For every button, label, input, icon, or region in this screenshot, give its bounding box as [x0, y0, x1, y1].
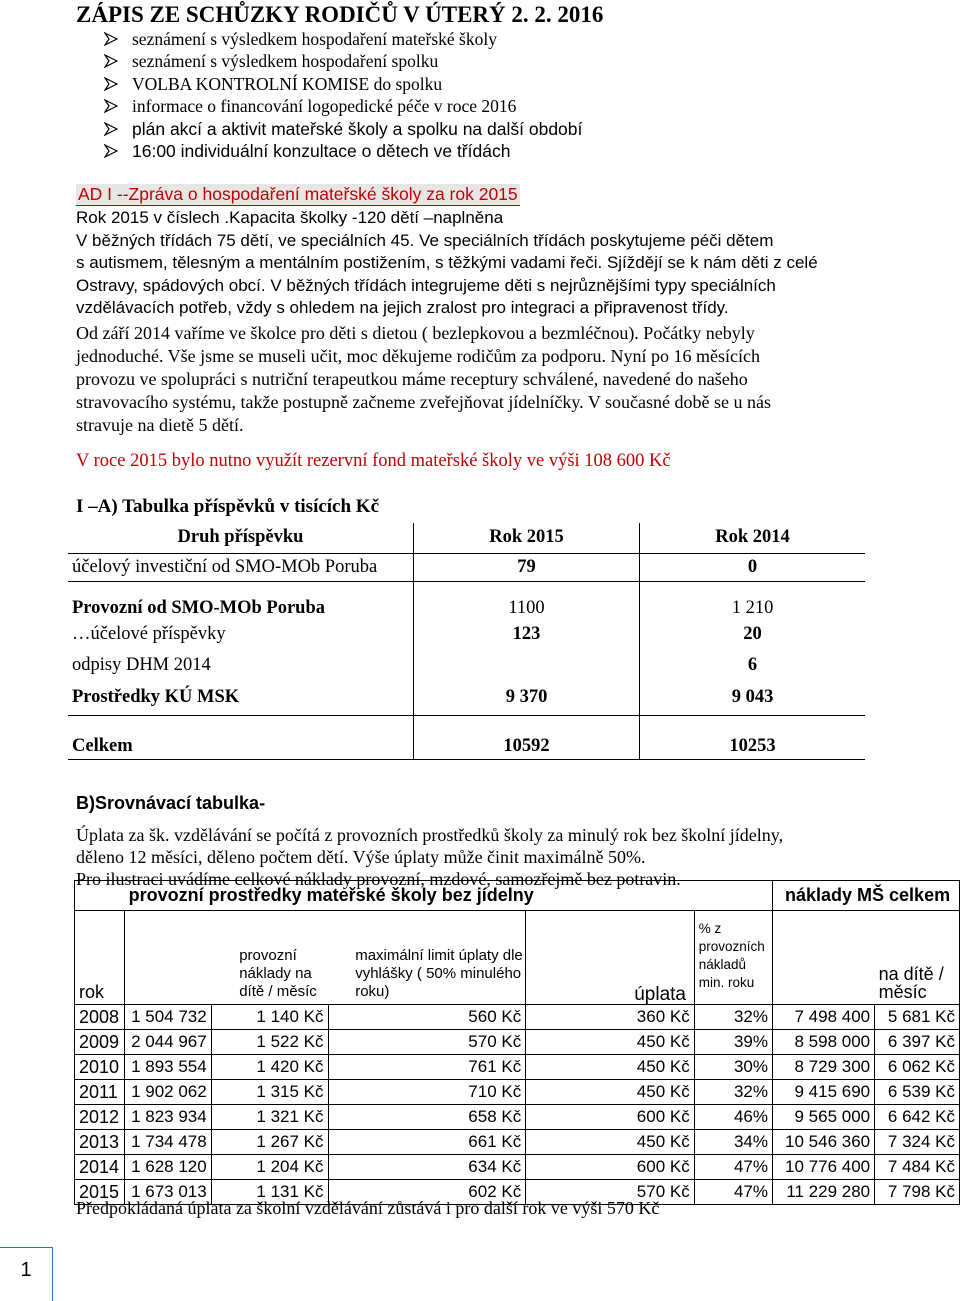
table-header-row [75, 881, 960, 911]
arrow-bullet-icon [104, 122, 118, 136]
cell-provozni: 1 734 478 [125, 1130, 212, 1155]
cell-uplata: 450 Kč [526, 1055, 695, 1080]
cell-max-limit: 560 Kč [328, 1005, 526, 1030]
column-header: Rok 2015 [414, 523, 640, 553]
cell-pct: 46% [694, 1105, 772, 1130]
col-uplata-label: úplata [634, 984, 686, 1005]
cell-per-child: 1 315 Kč [211, 1080, 328, 1105]
agenda-item [104, 118, 582, 140]
cell-provozni: 1 504 732 [125, 1005, 212, 1030]
cell-per-child-total: 7 484 Kč [875, 1155, 960, 1180]
cell-per-child-total: 7 324 Kč [875, 1130, 960, 1155]
cell-provozni: 1 823 934 [125, 1105, 212, 1130]
table-row [68, 553, 865, 581]
arrow-bullet-icon [104, 77, 118, 91]
cell-max-limit: 761 Kč [328, 1055, 526, 1080]
paragraph-line: Ostravy, spádových obcí. V běžných třídách integrujeme děti s nejrůznějšími typy speciálních [76, 275, 776, 295]
cell-uplata: 600 Kč [526, 1155, 695, 1180]
cell-total-costs: 10 546 360 [773, 1130, 875, 1155]
cell-provozni: 1 902 062 [125, 1080, 212, 1105]
cell-year: 2012 [75, 1105, 125, 1130]
agenda-item-text: 16:00 individuální konzultace o dětech ve třídách [132, 140, 511, 161]
row-label: Celkem [72, 735, 133, 756]
row-label: účelový investiční od SMO-MOb Poruba [72, 556, 378, 577]
value-2015: 1100 [414, 581, 640, 619]
cell-total-costs: 9 415 690 [773, 1080, 875, 1105]
cell-max-limit: 710 Kč [328, 1080, 526, 1105]
table-row [75, 1105, 960, 1130]
cell-provozni: 1 673 013 [125, 1180, 212, 1205]
row-label: odpisy DHM 2014 [72, 654, 211, 675]
paragraph-line: vzdělávacích potřeb, vždy s ohledem na jejich zralost pro integraci a připravenost třídy. [76, 298, 729, 317]
col-empty [125, 911, 212, 1005]
paragraph-line: provozu ve spolupráci s nutriční terapeutkou máme receptury schválené, navedené do našeho [76, 369, 748, 389]
cell-year: 2011 [75, 1080, 125, 1105]
table-row [75, 1030, 960, 1055]
cell-uplata: 600 Kč [526, 1105, 695, 1130]
cell-uplata: 450 Kč [526, 1030, 695, 1055]
cell-total-costs: 7 498 400 [773, 1005, 875, 1030]
table-row [68, 619, 865, 649]
cell-per-child: 1 131 Kč [211, 1180, 328, 1205]
cell-per-child-total: 5 681 Kč [875, 1005, 960, 1030]
table-row [75, 1005, 960, 1030]
comparison-table [74, 880, 960, 1205]
cell-per-child-total: 6 539 Kč [875, 1080, 960, 1105]
table-row [68, 649, 865, 681]
diet-paragraph [76, 322, 936, 437]
cell-year: 2010 [75, 1055, 125, 1080]
value-2015: 79 [414, 553, 640, 581]
cell-pct: 32% [694, 1080, 772, 1105]
col-max-limit: maximální limit úplaty dle vyhlášky ( 50% minulého roku) [355, 947, 523, 1000]
section-b-text [76, 815, 956, 890]
section-b-heading: B)Srovnávací tabulka- [76, 793, 266, 813]
agenda-item [104, 95, 582, 117]
agenda-item-text: seznámení s výsledkem hospodaření spolku [132, 51, 439, 72]
column-header: Druh příspěvku [177, 527, 304, 548]
col-pct: % z provozních nákladů min. roku [694, 911, 772, 1005]
header-main: provozní prostředky mateřské školy bez jídelny [125, 881, 773, 911]
section-heading: AD I --Zpráva o hospodaření mateřské školy za rok 2015 [78, 184, 518, 204]
value-2015: 123 [414, 619, 640, 649]
agenda-item-text: seznámení s výsledkem hospodaření mateřské školy [132, 29, 497, 49]
cell-per-child: 1 522 Kč [211, 1030, 328, 1055]
table-header-row [68, 523, 865, 553]
header-empty [75, 881, 125, 911]
cell-year: 2014 [75, 1155, 125, 1180]
cell-provozni: 2 044 967 [125, 1030, 212, 1055]
value-2014: 6 [640, 649, 866, 681]
table-row [75, 1080, 960, 1105]
col-empty [773, 911, 875, 1005]
arrow-bullet-icon [104, 32, 118, 46]
paragraph-line: s autismem, tělesným a mentálním postižením, s těžkými vadami řeči. Sjíždějí se k nám děti z celé [76, 253, 818, 272]
cell-total-costs: 8 729 300 [773, 1055, 875, 1080]
table-row [75, 1055, 960, 1080]
cell-per-child: 1 321 Kč [211, 1105, 328, 1130]
cell-pct: 34% [694, 1130, 772, 1155]
agenda-item-text: informace o financování logopedické péče v roce 2016 [132, 96, 517, 117]
school-summary [76, 207, 926, 320]
cell-max-limit: 570 Kč [328, 1030, 526, 1055]
value-2014: 9 043 [640, 681, 866, 715]
cell-provozni: 1 628 120 [125, 1155, 212, 1180]
cell-uplata: 570 Kč [526, 1180, 695, 1205]
cell-max-limit: 602 Kč [328, 1180, 526, 1205]
cell-year: 2008 [75, 1005, 125, 1030]
table-row [68, 581, 865, 619]
agenda-item-text: VOLBA KONTROLNÍ KOMISE do spolku [132, 73, 443, 94]
paragraph-line: jednoduché. Vše jsme se museli učit, moc děkujeme rodičům za podporu. Nyní po 16 měsících [76, 346, 761, 366]
agenda-item [104, 50, 582, 72]
cell-total-costs: 10 776 400 [773, 1155, 875, 1180]
value-2015: 10592 [414, 715, 640, 759]
row-label: …účelové příspěvky [72, 623, 226, 644]
paragraph-line: děleno 12 měsíci, děleno počtem dětí. Výše úplaty může činit maximálně 50%. [76, 847, 646, 867]
agenda-item [104, 140, 582, 162]
cell-pct: 47% [694, 1180, 772, 1205]
cell-year: 2009 [75, 1030, 125, 1055]
col-per-child-and-limit [211, 911, 526, 1005]
row-label: Prostředky KÚ MSK [72, 687, 240, 708]
table-row [75, 1155, 960, 1180]
cell-year: 2013 [75, 1130, 125, 1155]
cell-total-costs: 8 598 000 [773, 1030, 875, 1055]
contributions-table [68, 523, 865, 760]
agenda-item-text: plán akcí a aktivit mateřské školy a spolku na další období [132, 118, 583, 139]
cell-per-child-total: 6 642 Kč [875, 1105, 960, 1130]
cell-per-child: 1 140 Kč [211, 1005, 328, 1030]
cell-per-child: 1 204 Kč [211, 1155, 328, 1180]
col-uplata [526, 911, 695, 1005]
arrow-bullet-icon [104, 144, 118, 158]
cell-pct: 32% [694, 1005, 772, 1030]
cell-per-child-total: 7 798 Kč [875, 1180, 960, 1205]
paragraph-line: stravovacího systému, takže postupně začneme zveřejňovat jídelníčky. V současné době se u nás [76, 392, 771, 412]
cell-max-limit: 634 Kč [328, 1155, 526, 1180]
col-na-dite: na dítě / měsíc [875, 911, 960, 1005]
cell-uplata: 360 Kč [526, 1005, 695, 1030]
page-title: ZÁPIS ZE SCHŮZKY RODIČŮ V ÚTERÝ 2. 2. 2016 [76, 2, 604, 27]
col-rok: rok [75, 911, 125, 1005]
cell-per-child: 1 420 Kč [211, 1055, 328, 1080]
paragraph-line: V běžných třídách 75 dětí, ve speciálních 45. Ve speciálních třídách poskytujeme péči dětem [76, 230, 774, 250]
value-2015 [414, 649, 640, 681]
value-2014: 1 210 [640, 581, 866, 619]
arrow-bullet-icon [104, 54, 118, 68]
table-subheader-row [75, 911, 960, 1005]
cell-per-child-total: 6 397 Kč [875, 1030, 960, 1055]
paragraph-line: stravuje na dietě 5 dětí. [76, 415, 244, 435]
cell-per-child: 1 267 Kč [211, 1130, 328, 1155]
agenda-list [104, 28, 582, 162]
value-2015: 9 370 [414, 681, 640, 715]
value-2014: 20 [640, 619, 866, 649]
column-header: Rok 2014 [640, 523, 866, 553]
cell-max-limit: 661 Kč [328, 1130, 526, 1155]
table-total-row [68, 715, 865, 759]
agenda-item [104, 28, 582, 50]
table-a-heading: I –A) Tabulka příspěvků v tisících Kč [76, 496, 380, 517]
paragraph-line: Od září 2014 vaříme ve školce pro děti s dietou ( bezlepkovou a bezmléčnou). Počátky nebyly [76, 323, 755, 343]
paragraph-line: Rok 2015 v číslech .Kapacita školky -120 dětí –naplněna [76, 208, 504, 227]
paragraph-line: Pro ilustraci uvádíme celkové náklady provozní, mzdové, samozřejmě bez potravin. [76, 869, 681, 889]
cell-provozni: 1 893 554 [125, 1055, 212, 1080]
cell-max-limit: 658 Kč [328, 1105, 526, 1130]
arrow-bullet-icon [104, 99, 118, 113]
cell-pct: 30% [694, 1055, 772, 1080]
cell-total-costs: 9 565 000 [773, 1105, 875, 1130]
cell-uplata: 450 Kč [526, 1080, 695, 1105]
value-2014: 0 [640, 553, 866, 581]
cell-per-child-total: 6 062 Kč [875, 1055, 960, 1080]
table-row [75, 1130, 960, 1155]
paragraph-line: Úplata za šk. vzdělávání se počítá z provozních prostředků školy za minulý rok bez školní jídelny, [76, 825, 784, 845]
comparison-table-body [75, 1005, 960, 1205]
cell-year: 2015 [75, 1180, 125, 1205]
footer-note: Předpokládaná úplata za školní vzdělávání zůstává i pro další rok ve výši 570 Kč [76, 1198, 660, 1218]
cell-pct: 47% [694, 1155, 772, 1180]
cell-pct: 39% [694, 1030, 772, 1055]
table-row [68, 681, 865, 715]
cell-total-costs: 11 229 280 [773, 1180, 875, 1205]
cell-uplata: 450 Kč [526, 1130, 695, 1155]
page-number: 1 [20, 1259, 32, 1281]
value-2014: 10253 [640, 715, 866, 759]
col-per-child: provozní náklady na dítě / měsíc [239, 947, 317, 1000]
row-label: Provozní od SMO-MOb Poruba [72, 598, 326, 618]
agenda-item [104, 73, 582, 95]
header-right: náklady MŠ celkem [773, 881, 960, 911]
reserve-fund-note: V roce 2015 bylo nutno využít rezervní fond mateřské školy ve výši 108 600 Kč [76, 451, 671, 471]
